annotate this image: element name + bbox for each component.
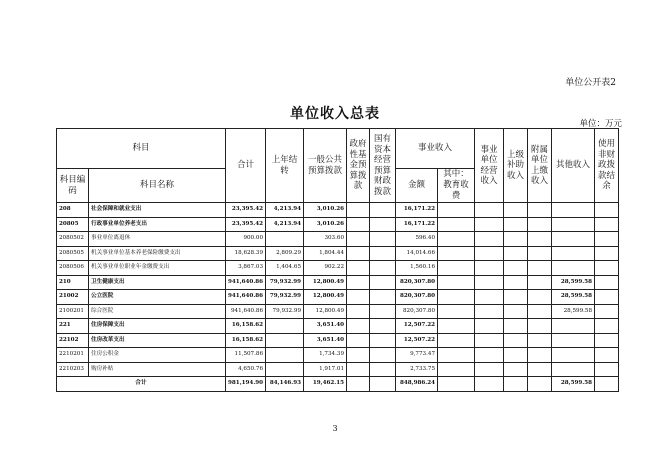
- row-amount: 16,171.22: [396, 203, 438, 218]
- row-code: 2100201: [57, 304, 89, 319]
- table-row: [57, 275, 619, 290]
- row-amount: 16,171.22: [396, 217, 438, 232]
- header-subject-code: 科目编码: [57, 169, 89, 203]
- header-subject-name: 科目名称: [89, 169, 226, 203]
- row-total: 941,640.86: [226, 275, 266, 290]
- table-row: [57, 261, 619, 276]
- row-carryover: 79,932.99: [266, 290, 304, 305]
- header-career-income: 事业收入: [396, 129, 475, 169]
- row-carryover: [266, 333, 304, 348]
- row-code: 2210201: [57, 348, 89, 363]
- row-code: 20805: [57, 217, 89, 232]
- header-gov-fund: 政府性基金预算拨款: [347, 129, 370, 203]
- table-row: [57, 348, 619, 363]
- row-carryover: 1,404.65: [266, 261, 304, 276]
- row-general: 1,734.39: [304, 348, 347, 363]
- row-code: 2080502: [57, 232, 89, 247]
- row-name: 公立医院: [89, 290, 226, 305]
- row-general: 3,010.26: [304, 203, 347, 218]
- row-amount: 1,560.16: [396, 261, 438, 276]
- total-general: 19,462.15: [304, 377, 347, 392]
- header-total: 合计: [226, 129, 266, 203]
- row-carryover: [266, 348, 304, 363]
- table-row: [57, 333, 619, 348]
- row-total: 16,158.62: [226, 319, 266, 334]
- total-amount: 848,986.24: [396, 377, 438, 392]
- row-carryover: 79,932.99: [266, 275, 304, 290]
- unit-label: 单位：万元: [579, 119, 622, 129]
- row-general: 1,804.44: [304, 246, 347, 261]
- total-row: [57, 377, 619, 392]
- row-carryover: 4,213.94: [266, 203, 304, 218]
- row-carryover: [266, 362, 304, 377]
- row-other: [552, 217, 595, 232]
- row-amount: 14,014.66: [396, 246, 438, 261]
- header-general-budget: 一般公共预算拨款: [304, 129, 347, 203]
- row-amount: 820,307.80: [396, 290, 438, 305]
- row-name: 综合医院: [89, 304, 226, 319]
- header-amount: 金额: [396, 169, 438, 203]
- row-code: 208: [57, 203, 89, 218]
- row-general: 3,651.40: [304, 319, 347, 334]
- row-general: 3,010.26: [304, 217, 347, 232]
- row-amount: 596.40: [396, 232, 438, 247]
- row-amount: 2,733.75: [396, 362, 438, 377]
- row-code: 210: [57, 275, 89, 290]
- row-code: 22102: [57, 333, 89, 348]
- row-amount: 12,507.22: [396, 333, 438, 348]
- row-name: 机关事业单位基本养老保险缴费支出: [89, 246, 226, 261]
- income-table: [56, 128, 619, 392]
- header-carryover: 上年结转: [266, 129, 304, 203]
- row-code: 2080505: [57, 246, 89, 261]
- row-total: 18,628.39: [226, 246, 266, 261]
- row-name: 住房保障支出: [89, 319, 226, 334]
- row-name: 卫生健康支出: [89, 275, 226, 290]
- table-row: [57, 319, 619, 334]
- header-state-capital: 国有资本经营预算财政拨款: [370, 129, 396, 203]
- row-total: 941,640.86: [226, 290, 266, 305]
- row-general: 902.22: [304, 261, 347, 276]
- row-general: 12,800.49: [304, 290, 347, 305]
- row-other: [552, 232, 595, 247]
- page-number: 3: [332, 424, 338, 433]
- row-total: 4,650.76: [226, 362, 266, 377]
- row-total: 941,640.86: [226, 304, 266, 319]
- row-code: 221: [57, 319, 89, 334]
- header-non-fiscal: 使用非财政拨款结余: [595, 129, 619, 203]
- row-other: 28,599.58: [552, 275, 595, 290]
- page-label: 单位公开表2: [565, 78, 616, 88]
- row-general: 303.60: [304, 232, 347, 247]
- header-edu-fee: 其中：教育收费: [438, 169, 475, 203]
- row-other: [552, 333, 595, 348]
- row-carryover: [266, 319, 304, 334]
- row-code: 2210203: [57, 362, 89, 377]
- row-carryover: 4,213.94: [266, 217, 304, 232]
- table-row: [57, 362, 619, 377]
- row-name: 机关事业单位职业年金缴费支出: [89, 261, 226, 276]
- row-name: 事业单位离退休: [89, 232, 226, 247]
- row-total: 23,395.42: [226, 203, 266, 218]
- row-name: 住房改革支出: [89, 333, 226, 348]
- row-amount: 820,307.80: [396, 304, 438, 319]
- row-name: 购房补贴: [89, 362, 226, 377]
- row-carryover: [266, 232, 304, 247]
- row-code: 21002: [57, 290, 89, 305]
- row-name: 行政事业单位养老支出: [89, 217, 226, 232]
- total-label: 合计: [57, 377, 226, 392]
- row-other: [552, 362, 595, 377]
- row-amount: 820,307.80: [396, 275, 438, 290]
- header-other: 其他收入: [552, 129, 595, 203]
- table-row: [57, 232, 619, 247]
- header-affiliated: 附属单位上缴收入: [528, 129, 552, 203]
- total-carryover: 84,146.93: [266, 377, 304, 392]
- row-name: 住房公积金: [89, 348, 226, 363]
- total-total: 981,194.90: [226, 377, 266, 392]
- row-name: 社会保障和就业支出: [89, 203, 226, 218]
- row-total: 3,867.03: [226, 261, 266, 276]
- row-carryover: 2,809.29: [266, 246, 304, 261]
- row-code: 2080506: [57, 261, 89, 276]
- row-general: 12,800.49: [304, 275, 347, 290]
- row-general: 3,651.40: [304, 333, 347, 348]
- header-subject: 科目: [57, 129, 226, 169]
- row-other: [552, 246, 595, 261]
- row-other: [552, 261, 595, 276]
- table-row: [57, 290, 619, 305]
- header-superior-subsidy: 上级补助收入: [504, 129, 528, 203]
- table-row: [57, 203, 619, 218]
- row-other: [552, 203, 595, 218]
- table-row: [57, 304, 619, 319]
- row-total: 16,158.62: [226, 333, 266, 348]
- row-amount: 12,507.22: [396, 319, 438, 334]
- row-carryover: 79,932.99: [266, 304, 304, 319]
- row-other: [552, 319, 595, 334]
- row-total: 900.00: [226, 232, 266, 247]
- row-other: 28,599.58: [552, 290, 595, 305]
- table-row: [57, 217, 619, 232]
- row-general: 1,917.01: [304, 362, 347, 377]
- total-other: 28,599.58: [552, 377, 595, 392]
- table-row: [57, 246, 619, 261]
- row-amount: 9,773.47: [396, 348, 438, 363]
- row-general: 12,800.49: [304, 304, 347, 319]
- header-operating: 事业单位经营收入: [475, 129, 504, 203]
- row-total: 23,395.42: [226, 217, 266, 232]
- row-other: 28,599.58: [552, 304, 595, 319]
- page-title: 单位收入总表: [290, 106, 380, 122]
- row-other: [552, 348, 595, 363]
- row-total: 11,507.86: [226, 348, 266, 363]
